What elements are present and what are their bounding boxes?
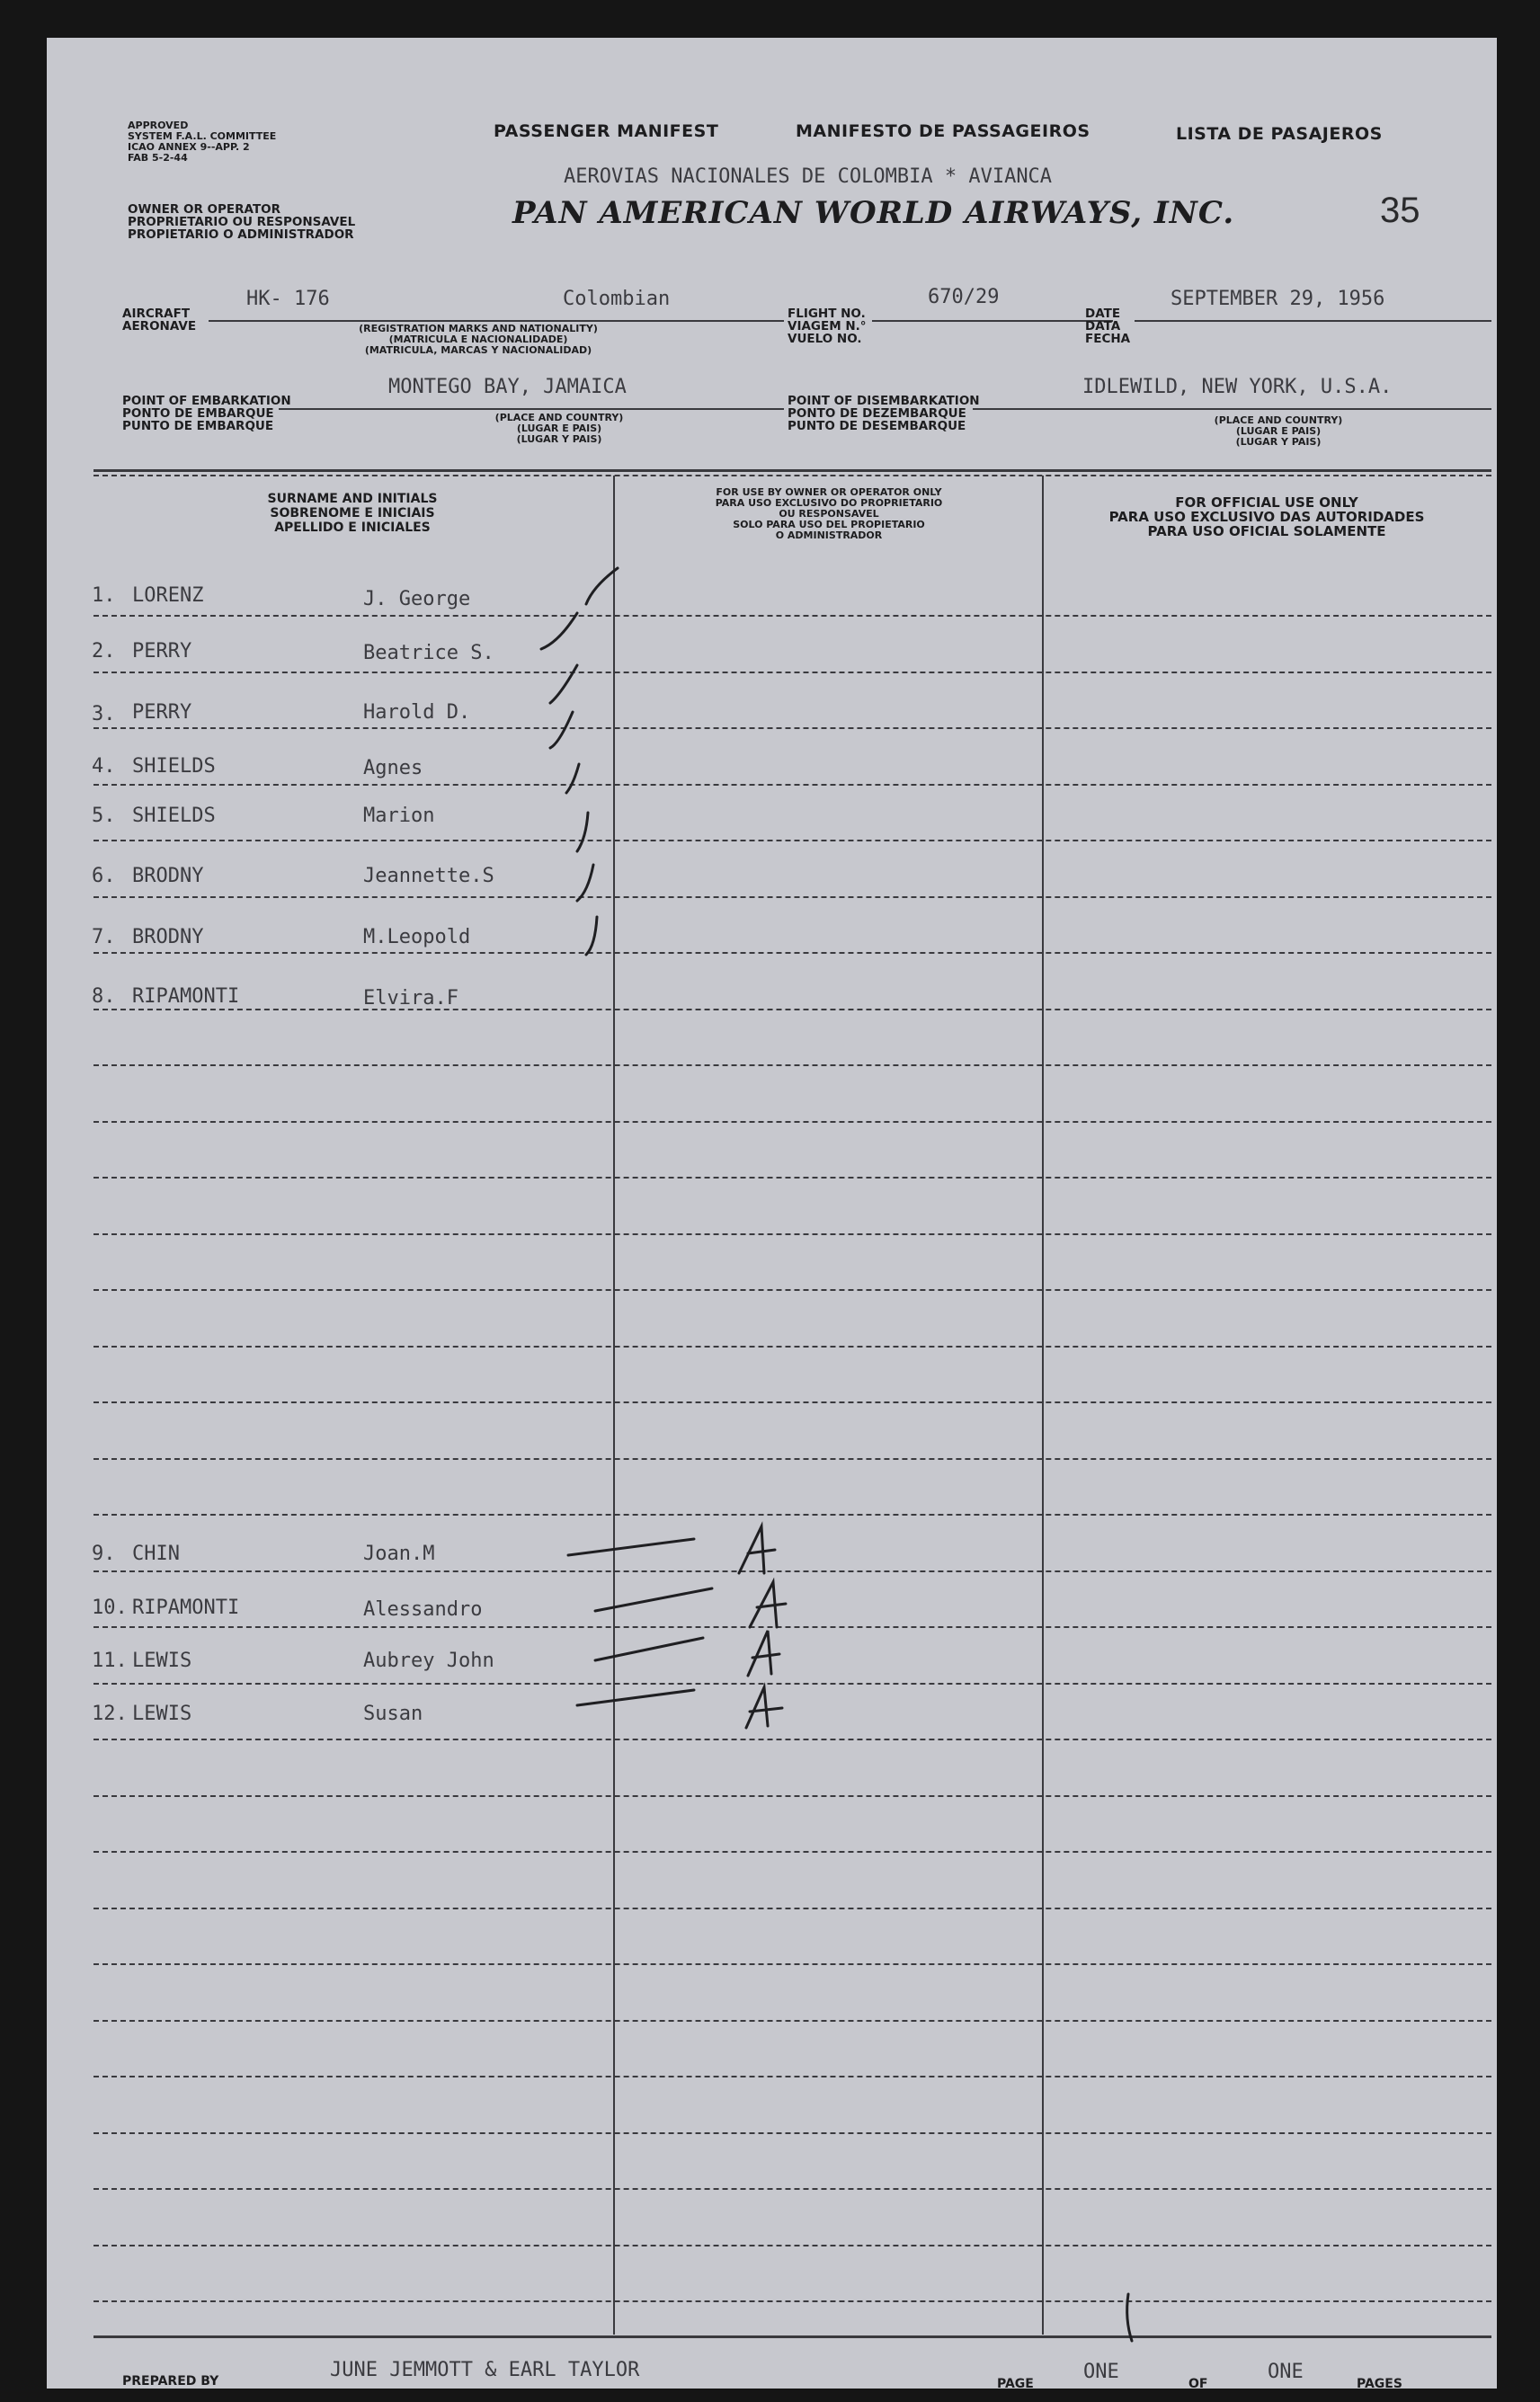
page-value: ONE [1083, 2361, 1119, 2383]
approval-block [128, 120, 276, 164]
row-number: 4. [92, 755, 116, 778]
surname: SHIELDS [132, 805, 216, 827]
given-names: Harold D. [363, 701, 471, 724]
row-number: 12. [92, 1703, 128, 1725]
check-mark [577, 865, 593, 901]
surname: LEWIS [132, 1650, 192, 1672]
disembarkation-value: IDLEWILD, NEW YORK, U.S.A. [1082, 376, 1393, 398]
aircraft-registration: HK- 176 [246, 288, 330, 310]
row-rule [93, 1064, 1491, 1066]
a-mark [748, 1631, 779, 1676]
surname: BRODNY [132, 865, 204, 887]
embarkation-sublabel: (PLACE AND COUNTRY) (LUGAR E PAIS) (LUGAR Y PAIS) [494, 412, 624, 445]
of-label: OF [1188, 2377, 1208, 2391]
table-top-rule [93, 469, 1491, 472]
given-names: Beatrice S. [363, 642, 494, 664]
date-label: DATE DATA FECHA [1085, 307, 1131, 346]
operator-stamp: PAN AMERICAN WORLD AIRWAYS, INC. [512, 195, 1235, 231]
row-rule [93, 896, 1491, 898]
dash-stroke [577, 1690, 694, 1705]
page-label: PAGE [997, 2377, 1034, 2391]
surname: BRODNY [132, 926, 204, 948]
surname: CHIN [132, 1543, 180, 1565]
given-names: Susan [363, 1703, 423, 1725]
surname: RIPAMONTI [132, 1597, 240, 1619]
date-value: SEPTEMBER 29, 1956 [1171, 288, 1385, 310]
approval-line: SYSTEM F.A.L. COMMITTEE [128, 130, 277, 142]
table-top-rule-2 [93, 475, 1491, 476]
footer-handwritten-stroke [1121, 2292, 1139, 2344]
surname: RIPAMONTI [132, 985, 240, 1008]
given-names: Aubrey John [363, 1650, 494, 1672]
approval-line: ICAO ANNEX 9--APP. 2 [128, 141, 250, 153]
row-rule [93, 784, 1491, 786]
row-rule [93, 2300, 1491, 2302]
check-mark [586, 917, 597, 955]
row-rule [93, 1233, 1491, 1235]
row-rule [93, 727, 1491, 729]
row-rule [93, 1289, 1491, 1291]
row-rule [93, 952, 1491, 954]
row-rule [93, 1346, 1491, 1348]
row-number: 2. [92, 640, 116, 663]
disembarkation-label: POINT OF DISEMBARKATION PONTO DE DEZEMBARQUE PUNTO DE DESEMBARQUE [788, 394, 980, 433]
column-divider-2 [1042, 476, 1044, 2335]
given-names: Alessandro [363, 1598, 483, 1621]
given-names: Jeannette.S [363, 865, 494, 887]
pages-label: PAGES [1357, 2377, 1402, 2391]
row-rule [93, 672, 1491, 673]
row-number: 9. [92, 1543, 116, 1565]
given-names: Marion [363, 805, 435, 827]
row-rule [93, 1851, 1491, 1853]
row-number: 6. [92, 865, 116, 887]
surname: LEWIS [132, 1703, 192, 1725]
row-number: 8. [92, 985, 116, 1008]
surname: PERRY [132, 701, 192, 724]
check-mark [566, 764, 579, 793]
row-rule [93, 1009, 1491, 1010]
handwritten-a-marks [559, 1521, 856, 1755]
prepared-value: JUNE JEMMOTT & EARL TAYLOR [330, 2359, 640, 2381]
row-number: 10. [92, 1597, 128, 1619]
row-rule [93, 615, 1491, 617]
approval-line: APPROVED [128, 120, 189, 131]
aircraft-label: AIRCRAFT AERONAVE [122, 307, 197, 334]
check-mark [577, 813, 588, 851]
row-rule [93, 1177, 1491, 1179]
manifest-sheet [47, 38, 1497, 2389]
surname: SHIELDS [132, 755, 216, 778]
title-pt: MANIFESTO DE PASSAGEIROS [796, 121, 1090, 141]
row-rule [93, 840, 1491, 841]
column-header-owner-use: FOR USE BY OWNER OR OPERATOR ONLY PARA USO EXCLUSIVO DO PROPRIETARIO OU RESPONSAVEL SOLO PARA USO DEL PROPIETARIO O ADMINISTRADOR [715, 486, 943, 541]
row-rule [93, 1908, 1491, 1909]
row-rule [93, 1963, 1491, 1965]
page-number: 35 [1380, 191, 1420, 230]
a-mark [746, 1687, 782, 1728]
of-value: ONE [1268, 2361, 1304, 2383]
row-number: 5. [92, 805, 116, 827]
a-mark [739, 1526, 775, 1573]
embarkation-value: MONTEGO BAY, JAMAICA [388, 376, 627, 398]
row-rule [93, 2020, 1491, 2022]
check-mark [541, 613, 577, 649]
row-rule [93, 1458, 1491, 1460]
title-es: LISTA DE PASAJEROS [1176, 124, 1383, 144]
aircraft-sublabel: (REGISTRATION MARKS AND NATIONALITY) (MATRICULA E NACIONALIDADE) (MATRICULA, MARCAS Y NACIONALIDAD) [359, 323, 598, 356]
approval-line: FAB 5-2-44 [128, 152, 188, 164]
check-mark [586, 568, 618, 604]
row-rule [93, 1401, 1491, 1403]
flight-label: FLIGHT NO. VIAGEM N.° VUELO NO. [788, 307, 867, 346]
aircraft-nationality: Colombian [563, 288, 671, 310]
a-mark [750, 1582, 786, 1627]
embarkation-label: POINT OF EMBARKATION PONTO DE EMBARQUE PUNTO DE EMBARQUE [122, 394, 291, 433]
given-names: Agnes [363, 757, 423, 779]
given-names: Joan.M [363, 1543, 435, 1565]
row-number: 3. [92, 703, 116, 725]
given-names: Elvira.F [363, 987, 458, 1010]
owner-label: OWNER OR OPERATOR PROPRIETARIO OU RESPONSAVEL PROPIETARIO O ADMINISTRADOR [128, 202, 356, 242]
check-mark [550, 712, 573, 748]
handwritten-checkmarks [532, 559, 676, 1045]
flight-value: 670/29 [928, 286, 1000, 308]
prepared-label: PREPARED BY [122, 2374, 219, 2389]
column-header-official-use: FOR OFFICIAL USE ONLY PARA USO EXCLUSIVO DAS AUTORIDADES PARA USO OFICIAL SOLAMENTE [1108, 494, 1425, 539]
given-names: J. George [363, 588, 471, 610]
row-rule [93, 2188, 1491, 2190]
row-rule [93, 2245, 1491, 2246]
given-names: M.Leopold [363, 926, 471, 948]
row-number: 11. [92, 1650, 128, 1672]
row-rule [93, 1514, 1491, 1516]
operator-typed: AEROVIAS NACIONALES DE COLOMBIA * AVIANCA [564, 165, 1053, 188]
column-header-names: SURNAME AND INITIALS SOBRENOME E INICIAIS APELLIDO E INICIALES [267, 492, 438, 535]
row-rule [93, 2132, 1491, 2134]
title-en: PASSENGER MANIFEST [494, 121, 719, 141]
row-rule [93, 1795, 1491, 1797]
disembarkation-sublabel: (PLACE AND COUNTRY) (LUGAR E PAIS) (LUGAR Y PAIS) [1214, 414, 1343, 448]
footer-rule [93, 2335, 1491, 2338]
row-number: 7. [92, 926, 116, 948]
row-rule [93, 2076, 1491, 2077]
surname: LORENZ [132, 584, 204, 607]
dash-stroke [595, 1638, 703, 1660]
surname: PERRY [132, 640, 192, 663]
dash-stroke [595, 1588, 712, 1611]
dash-stroke [568, 1539, 694, 1555]
check-mark [550, 665, 577, 703]
row-number: 1. [92, 584, 116, 607]
row-rule [93, 1121, 1491, 1123]
